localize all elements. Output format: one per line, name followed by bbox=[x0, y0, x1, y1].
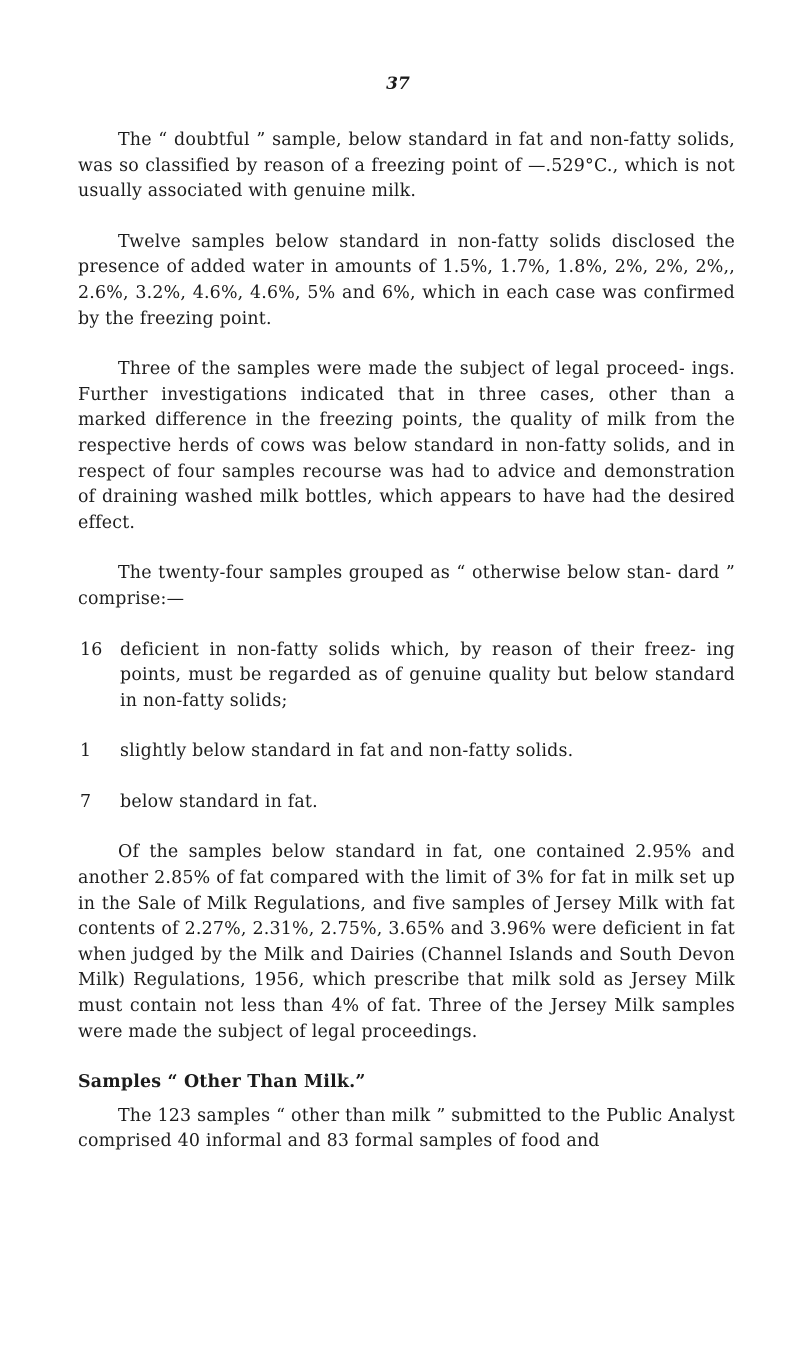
list-item-number: 16 bbox=[80, 639, 103, 660]
paragraph-legal-proceedings: Three of the samples were made the subject of legal proceed- ings. Further investigations indicated that in three cases, other than a marked difference in the freezing points, the quality of milk from the respective herds of cows was below standard in non-fatty solids, and in respect of four samples recourse was had to advice and demonstration of draining washed milk bottles, which appears to have had the desired effect. bbox=[78, 359, 735, 533]
list-item-number: 1 bbox=[80, 741, 92, 762]
document-body bbox=[78, 128, 735, 1180]
sample-breakdown-list bbox=[78, 638, 735, 816]
page-number: 37 bbox=[386, 74, 410, 94]
list-item-number: 7 bbox=[80, 791, 92, 812]
paragraph-added-water: Twelve samples below standard in non-fatty solids disclosed the presence of added water in amounts of 1.5%, 1.7%, 1.8%, 2%, 2%, 2%,, 2.6%, 3.2%, 4.6%, 4.6%, 5% and 6%, which in each case was confirmed by the freezing point. bbox=[78, 231, 735, 329]
paragraph-fat-deficiency: Of the samples below standard in fat, one contained 2.95% and another 2.85% of fat compared with the limit of 3% for fat in milk set up in the Sale of Milk Regulations, and five samples of Jersey Milk with fat contents of 2.27%, 2.31%, 2.75%, 3.65% and 3.96% were deficient in fat when judged by the Milk and Dairies (Channel Islands and South Devon Milk) Regulations, 1956, which prescribe that milk sold as Jersey Milk must contain not less than 4% of fat. Three of the Jersey Milk samples were made the subject of legal proceedings. bbox=[78, 842, 735, 1042]
list-item-text: below standard in fat. bbox=[120, 791, 318, 812]
paragraph-other-than-milk: The 123 samples “ other than milk ” submitted to the Public Analyst comprised 40 informal and 83 formal samples of food and bbox=[78, 1105, 735, 1152]
section-heading: Samples “ Other Than Milk.” bbox=[78, 1072, 366, 1093]
list-item-text: slightly below standard in fat and non-fatty solids. bbox=[120, 741, 574, 762]
list-item bbox=[78, 739, 735, 765]
list-item bbox=[78, 638, 735, 715]
paragraph-otherwise-below-standard: The twenty-four samples grouped as “ otherwise below stan- dard ” comprise:— bbox=[78, 563, 735, 609]
list-item-text: deficient in non-fatty solids which, by reason of their freez- ing points, must be regarded as of genuine quality but below standard in non-fatty solids; bbox=[120, 639, 735, 711]
list-item bbox=[78, 790, 735, 816]
paragraph-doubtful-sample: The “ doubtful ” sample, below standard in fat and non-fatty solids, was so classified by reason of a freezing point of —.529°C., which is not usually associated with genuine milk. bbox=[78, 130, 735, 202]
